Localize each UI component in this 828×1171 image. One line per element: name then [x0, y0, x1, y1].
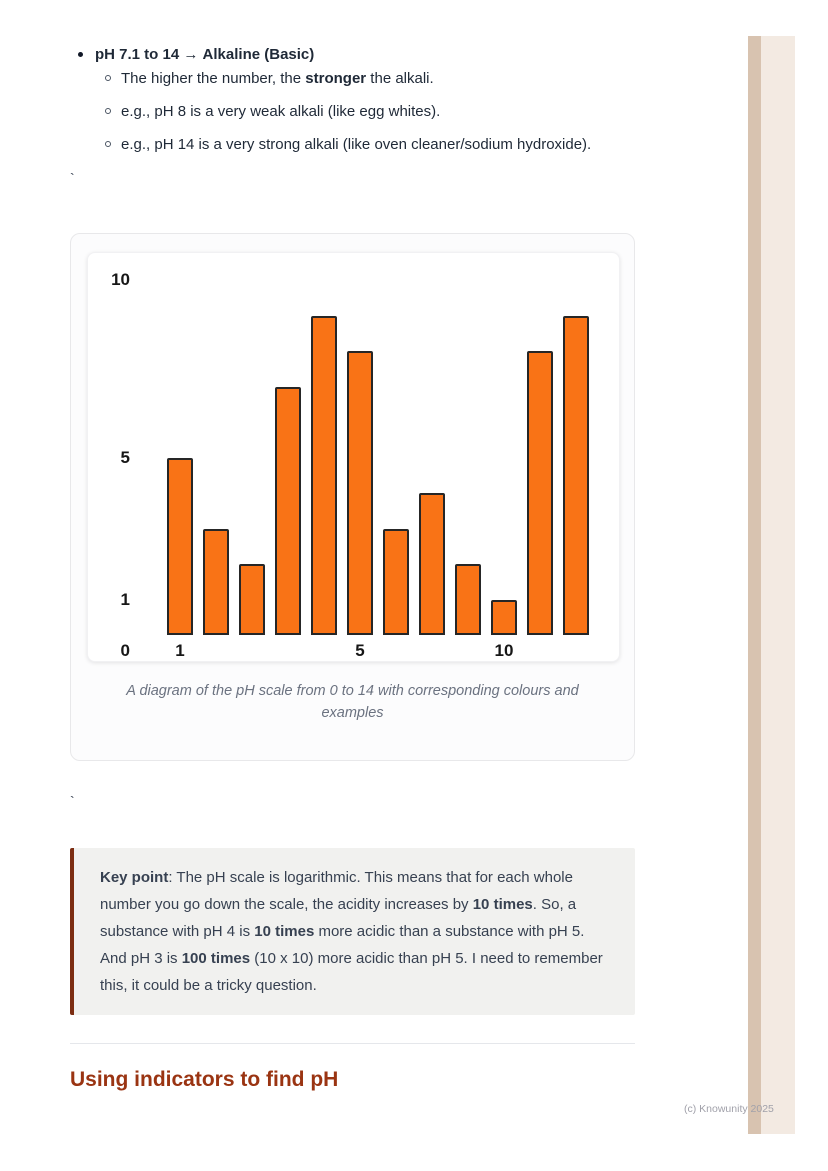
x-axis: [88, 253, 619, 661]
page-edge-strip-light: [761, 36, 795, 1134]
key-point-callout: [70, 848, 635, 1015]
ph-bar-chart: [87, 252, 620, 662]
key-point-text: Key point: The pH scale is logarithmic. This means that for each whole number you go down the scale, the acidity increases by 10 times. So, a substance with pH 4 is 10 times more acidic than a substance with pH 5. And pH 3 is 100 times (10 x 10) more acidic than pH 5. I need to remember this, it could be a tricky question.: [100, 869, 603, 994]
hollow-bullet-icon: [105, 108, 111, 114]
sub-bullet-weak-alkali-text: e.g., pH 8 is a very weak alkali (like egg whites).: [121, 103, 441, 120]
bullet-item-alkaline: [78, 45, 314, 64]
chart-caption: [103, 680, 602, 724]
sub-bullet-stronger-text: The higher the number, the stronger the alkali.: [121, 70, 434, 87]
section-divider: [70, 1043, 635, 1044]
sub-bullet-strong-alkali-text: e.g., pH 14 is a very strong alkali (like oven cleaner/sodium hydroxide).: [121, 136, 592, 153]
sub-bullet-stronger: [105, 69, 434, 88]
hollow-bullet-icon: [105, 75, 111, 81]
x-tick-label: 1: [175, 641, 185, 660]
watermark-text: (c) Knowunity 2025: [684, 1103, 774, 1115]
x-tick-label: 10: [494, 641, 514, 660]
chart-caption-text: A diagram of the pH scale from 0 to 14 with corresponding colours and examples: [126, 683, 579, 721]
bullet-item-alkaline-text: pH 7.1 to 14 → Alkaline (Basic): [95, 46, 315, 63]
chart-card: [70, 233, 635, 761]
stray-backtick-2: `: [70, 793, 75, 809]
x-tick-label: 5: [355, 641, 365, 660]
bullet-dot-icon: [78, 52, 83, 57]
hollow-bullet-icon: [105, 141, 111, 147]
y-tick-label: 1: [120, 589, 130, 609]
sub-bullet-weak-alkali: [105, 102, 440, 121]
section-heading: Using indicators to find pH: [70, 1068, 339, 1091]
sub-bullet-strong-alkali: [105, 135, 591, 154]
y-tick-label: 10: [111, 270, 130, 289]
page-edge-strip-dark: [748, 36, 761, 1134]
origin-label: 0: [120, 641, 130, 660]
stray-backtick-1: `: [70, 170, 75, 186]
y-tick-label: 5: [120, 447, 130, 467]
